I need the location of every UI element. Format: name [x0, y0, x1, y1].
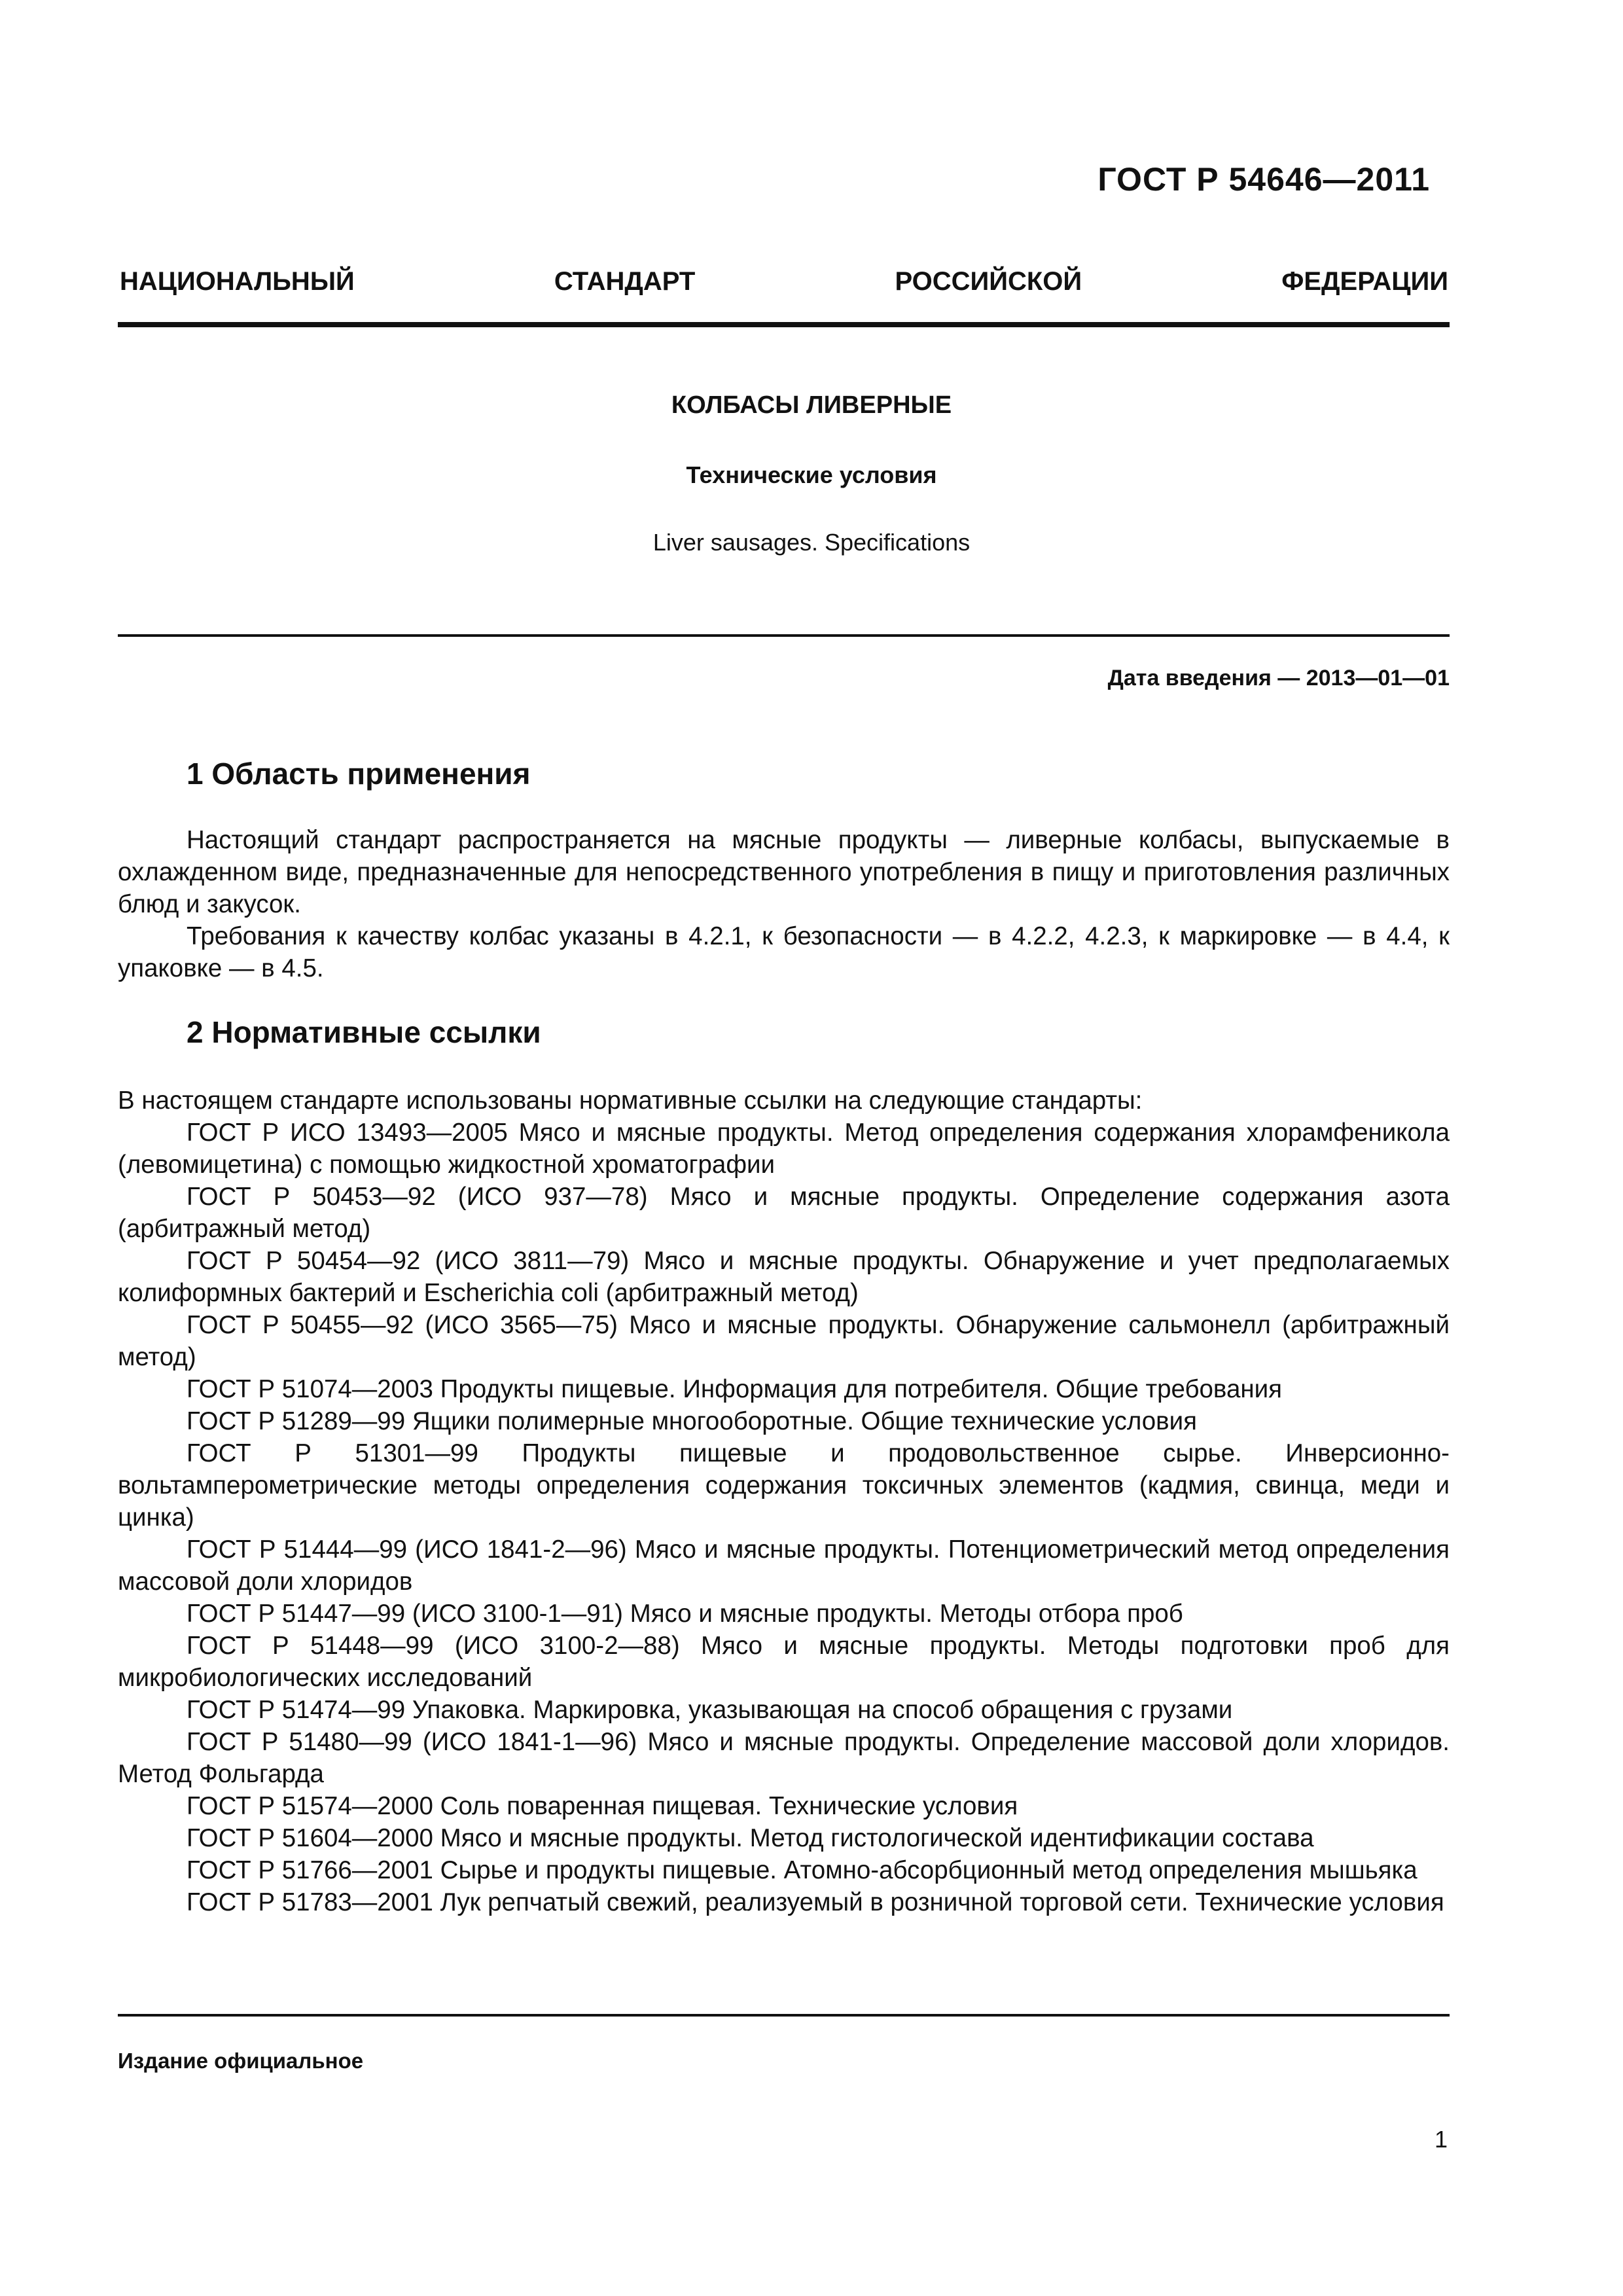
normative-reference: ГОСТ Р 51289—99 Ящики полимерные многооборотные. Общие технические условия	[187, 1407, 1197, 1435]
section-2-heading: 2 Нормативные ссылки	[187, 1015, 541, 1049]
section-1-heading: 1 Область применения	[187, 757, 531, 791]
normative-reference: ГОСТ Р 51783—2001 Лук репчатый свежий, реализуемый в розничной торговой сети. Технические условия	[187, 1888, 1444, 1916]
normative-reference: ГОСТ Р 50453—92 (ИСО 937—78) Мясо и мясные продукты. Определение содержания азота (арбитражный метод)	[118, 1183, 1450, 1243]
normative-reference: ГОСТ Р 51448—99 (ИСО 3100-2—88) Мясо и мясные продукты. Методы подготовки проб для микробиологических исследований	[118, 1632, 1450, 1692]
section-1-paragraph: Настоящий стандарт распространяется на мясные продукты — ливерные колбасы, выпускаемые в охлажденном виде, предназначенные для непосредственного употребления в пищу и приготовления различных блюд и закусок.	[118, 826, 1450, 918]
footer-rule	[118, 2014, 1450, 2017]
normative-reference: ГОСТ Р 50455—92 (ИСО 3565—75) Мясо и мясные продукты. Обнаружение сальмонелл (арбитражный метод)	[118, 1311, 1450, 1371]
normative-reference: ГОСТ Р 50454—92 (ИСО 3811—79) Мясо и мясные продукты. Обнаружение и учет предполагаемых колиформных бактерий и Escherichia coli (арбитражный метод)	[118, 1247, 1450, 1307]
normative-reference: ГОСТ Р ИСО 13493—2005 Мясо и мясные продукты. Метод определения содержания хлорамфеникола (левомицетина) с помощью жидкостной хроматографии	[118, 1119, 1450, 1179]
normative-reference: ГОСТ Р 51074—2003 Продукты пищевые. Информация для потребителя. Общие требования	[187, 1375, 1282, 1403]
document-title-english: Liver sausages. Specifications	[652, 529, 971, 556]
normative-reference: ГОСТ Р 51474—99 Упаковка. Маркировка, указывающая на способ обращения с грузами	[187, 1696, 1233, 1724]
document-subtitle: Технические условия	[686, 461, 937, 488]
normative-reference: ГОСТ Р 51766—2001 Сырье и продукты пищевые. Атомно-абсорбционный метод определения мышьяка	[187, 1856, 1418, 1884]
normative-reference: ГОСТ Р 51444—99 (ИСО 1841-2—96) Мясо и мясные продукты. Потенциометрический метод определения массовой доли хлоридов	[118, 1535, 1450, 1596]
document-title: КОЛБАСЫ ЛИВЕРНЫЕ	[671, 391, 952, 419]
normative-reference: ГОСТ Р 51480—99 (ИСО 1841-1—96) Мясо и мясные продукты. Определение массовой доли хлоридов. Метод Фольгарда	[118, 1728, 1450, 1788]
national-standard-heading: НАЦИОНАЛЬНЫЙ СТАНДАРТ РОССИЙСКОЙ ФЕДЕРАЦИИ	[120, 267, 1448, 296]
header-rule	[118, 322, 1450, 327]
introduction-date: Дата введения — 2013—01—01	[1107, 666, 1450, 691]
section-2-intro: В настоящем стандарте использованы нормативные ссылки на следующие стандарты:	[118, 1086, 1143, 1115]
document-code: ГОСТ Р 54646—2011	[1097, 161, 1430, 198]
normative-reference: ГОСТ Р 51301—99 Продукты пищевые и продовольственное сырье. Инверсионно-вольтамперометрические методы определения содержания токсичных элементов (кадмия, свинца, меди и цинка)	[118, 1439, 1450, 1532]
section-2-body	[118, 1085, 1450, 1918]
section-1-paragraph: Требования к качеству колбас указаны в 4.2.1, к безопасности — в 4.2.2, 4.2.3, к маркировке — в 4.4, к упаковке — в 4.5.	[118, 922, 1450, 982]
title-rule	[118, 634, 1450, 637]
normative-reference: ГОСТ Р 51604—2000 Мясо и мясные продукты. Метод гистологической идентификации состава	[187, 1824, 1314, 1852]
normative-reference: ГОСТ Р 51447—99 (ИСО 3100-1—91) Мясо и мясные продукты. Методы отбора проб	[187, 1600, 1183, 1628]
page-number: 1	[1434, 2126, 1448, 2153]
official-edition-label: Издание официальное	[118, 2049, 364, 2073]
section-1-body	[118, 824, 1450, 984]
normative-reference: ГОСТ Р 51574—2000 Соль поваренная пищевая. Технические условия	[187, 1792, 1018, 1820]
